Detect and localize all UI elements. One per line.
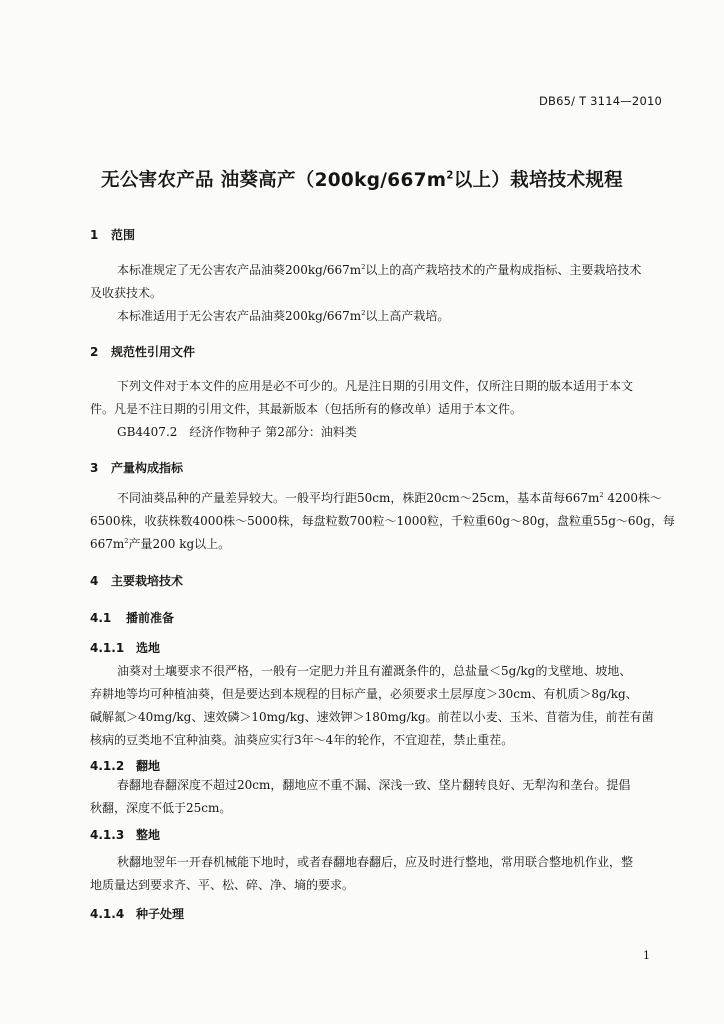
text-line: 件。凡是不注日期的引用文件，其最新版本（包括所有的修改单）适用于本文件。 xyxy=(90,402,523,416)
superscript: 2 xyxy=(599,491,604,500)
text-line: 及收获技术。 xyxy=(90,286,163,300)
reference-entry: GB4407.2 经济作物种子 第2部分：油料类 xyxy=(117,425,357,439)
section-number: 1 xyxy=(90,228,99,242)
text-line: 碱解氮＞40mg/kg、速效磷＞10mg/kg、速效钾＞180mg/kg。前茬以小麦、玉米、苜蓿为佳，前茬有菌 xyxy=(90,710,654,724)
text-line: 6500株，收获株数4000株～5000株，每盘粒数700粒～1000粒，千粒重60g～80g，盘粒重55g～60g，每 xyxy=(90,514,675,528)
text-line: 秋翻，深度不低于25cm。 xyxy=(90,801,232,815)
section-number: 3 xyxy=(90,461,99,475)
section-4-1-3-paragraph xyxy=(90,851,662,897)
section-number: 4.1.1 xyxy=(90,641,125,655)
section-3-paragraph xyxy=(90,487,675,556)
section-title: 整地 xyxy=(136,828,161,842)
text-line: 核病的豆类地不宜种油葵。油葵应实行3年～4年的轮作，不宜迎茬，禁止重茬。 xyxy=(90,733,514,747)
text-run: 以上高产栽培。 xyxy=(365,309,450,323)
section-title: 规范性引用文件 xyxy=(111,345,196,359)
section-title: 主要栽培技术 xyxy=(111,574,184,588)
section-title: 翻地 xyxy=(136,759,161,773)
section-4-1-heading xyxy=(90,609,174,626)
text-line: 油葵对土壤要求不很严格，一般有一定肥力并且有灌溉条件的，总盐量＜5g/kg的戈壁地、坡地、 xyxy=(117,664,632,678)
document-title xyxy=(0,166,724,192)
section-title: 种子处理 xyxy=(136,907,185,921)
section-number: 4.1.4 xyxy=(90,907,125,921)
text-line: 春翻地春翻深度不超过20cm，翻地应不重不漏、深浅一致、垡片翻转良好、无犁沟和垄台。提倡 xyxy=(117,778,631,792)
text-line xyxy=(90,259,662,282)
title-text-a: 无公害农产品 油葵高产（200kg/667m xyxy=(101,170,447,191)
section-number: 4.1.2 xyxy=(90,759,125,773)
section-title: 播前准备 xyxy=(126,611,175,625)
section-4-1-3-heading xyxy=(90,826,160,843)
text-run: 667m xyxy=(90,537,125,551)
section-4-1-2-paragraph xyxy=(90,774,662,820)
section-3-heading xyxy=(90,459,183,476)
text-line xyxy=(90,305,662,328)
section-2-paragraph xyxy=(90,375,662,444)
text-line xyxy=(90,487,662,510)
section-4-1-4-heading xyxy=(90,905,184,922)
section-4-1-1-paragraph xyxy=(90,660,662,752)
superscript: 2 xyxy=(124,537,129,546)
text-run: 产量200 kg以上。 xyxy=(128,537,231,551)
text-run: 以上的高产栽培技术的产量构成指标、主要栽培技术 xyxy=(365,263,642,277)
text-line xyxy=(90,533,662,556)
section-number: 4.1.3 xyxy=(90,828,125,842)
section-title: 产量构成指标 xyxy=(111,461,184,475)
text-line: 秋翻地翌年一开春机械能下地时，或者春翻地春翻后，应及时进行整地，常用联合整地机作业，整 xyxy=(117,855,634,869)
section-4-1-1-heading xyxy=(90,639,160,656)
section-1-heading xyxy=(90,226,135,243)
title-superscript: 2 xyxy=(446,170,454,182)
text-run: 4200株～ xyxy=(603,491,662,505)
text-line: 地质量达到要求齐、平、松、碎、净、墒的要求。 xyxy=(90,878,355,892)
section-4-1-2-heading xyxy=(90,757,160,774)
section-4-heading xyxy=(90,572,183,589)
section-title: 选地 xyxy=(136,641,161,655)
standard-code: DB65/ T 3114—2010 xyxy=(538,94,662,108)
page-number: 1 xyxy=(643,949,650,962)
text-line: 下列文件对于本文件的应用是必不可少的。凡是注日期的引用文件，仅所注日期的版本适用于本文 xyxy=(117,379,634,393)
section-title: 范围 xyxy=(111,228,136,242)
section-1-paragraph xyxy=(90,259,662,328)
section-2-heading xyxy=(90,343,195,360)
text-run: 不同油葵品种的产量差异较大。一般平均行距50cm，株距20cm～25cm，基本苗每667m xyxy=(117,491,600,505)
text-run: 本标准适用于无公害农产品油葵200kg/667m xyxy=(117,309,362,323)
superscript: 2 xyxy=(361,309,366,318)
text-run: 本标准规定了无公害农产品油葵200kg/667m xyxy=(117,263,362,277)
title-text-b: 以上）栽培技术规程 xyxy=(453,170,623,191)
section-number: 2 xyxy=(90,345,99,359)
section-number: 4 xyxy=(90,574,99,588)
superscript: 2 xyxy=(361,263,366,272)
text-line: 弃耕地等均可种植油葵，但是要达到本规程的目标产量，必须要求土层厚度＞30cm、有机质＞8g/kg、 xyxy=(90,687,638,701)
section-number: 4.1 xyxy=(90,611,112,625)
